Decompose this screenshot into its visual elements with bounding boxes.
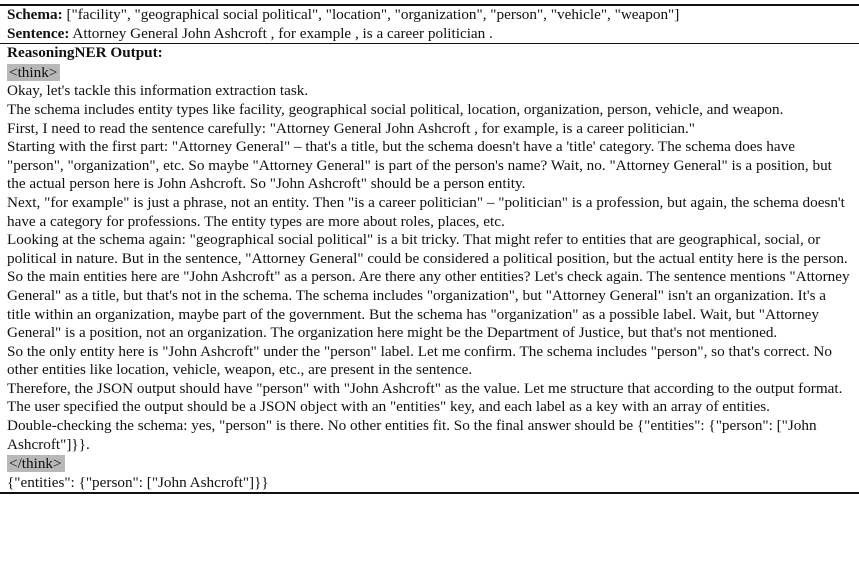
reasoning-paragraph: The schema includes entity types like facility, geographical social political, location, organization, person, vehicle, and weapon. [7, 100, 784, 118]
reasoning-paragraph: Double-checking the schema: yes, "person" is there. No other entities fit. So the final answer should be {"entities": {"person": ["John Ashcroft"]}}. [7, 417, 817, 453]
schema-value: ["facility", "geographical social political", "location", "organization", "person", "vehicle", "weapon"] [62, 6, 680, 23]
example-table [0, 4, 859, 494]
sentence-line [7, 25, 859, 44]
reasoning-paragraph: Okay, let's tackle this information extraction task. [7, 82, 309, 100]
reasoning-paragraph: Next, "for example" is just a phrase, not an entity. Then "is a career politician" – "politician" is a profession, but again, the schema doesn't have a category for professions. The entity types are more about roles, places, etc. [7, 193, 845, 230]
think-close-tag: </think> [7, 455, 65, 472]
reasoning-paragraph: First, I need to read the sentence carefully: "Attorney General John Ashcroft , for example, is a career politician." [7, 119, 695, 137]
bottom-rule [0, 492, 859, 494]
final-json-output: {"entities": {"person": ["John Ashcroft"]}} [7, 473, 269, 491]
reasoning-paragraph: Looking at the schema again: "geographical social political" is a bit tricky. That might refer to entities that are geographical, social, or political in nature. But in the sentence, "Attorney General" could be considered a political position, but the actual entity here is the person. [7, 231, 848, 267]
think-open-tag: <think> [7, 64, 60, 81]
output-title: ReasoningNER Output: [7, 44, 163, 62]
schema-label: Schema: [7, 6, 63, 23]
reasoning-paragraph: So the only entity here is "John Ashcroft" under the "person" label. Let me confirm. The schema includes "person", so that's correct. No other entities like location, vehicle, weapon, etc., are present in the sentence. [7, 342, 832, 379]
output-section [0, 44, 859, 492]
header-section [0, 6, 859, 43]
reasoning-paragraph: Therefore, the JSON output should have "person" with "John Ashcroft" as the value. Let me structure that according to the output format. The user specified the output should be a JSON object with an "entities" key, and each label as a key with an array of entities. [7, 379, 843, 416]
sentence-label: Sentence: [7, 24, 70, 42]
reasoning-paragraph: Starting with the first part: "Attorney General" – that's a title, but the schema doesn't have a 'title' category. The schema does have "person", "organization", etc. So maybe "Attorney General" is part of the person's name? Wait, no. "Attorney General" is a position, but the actual person here is John Ashcroft. So "John Ashcroft" should be a person entity. [7, 138, 832, 193]
reasoning-paragraph: So the main entities here are "John Ashcroft" as a person. Are there any other entities? Let's check again. The sentence mentions "Attorney General" as a title, but that's not in the schema. The schema includes "organization", but "Attorney General" isn't an organization. It's a title within an organization, maybe part of the government. But the schema has "organization" as a possible label. Wait, but "Attorney General" is a position, not an organization. The organization here might be the Department of Justice, but that's not mentioned. [7, 268, 850, 342]
sentence-value: Attorney General John Ashcroft , for example , is a career politician . [69, 24, 493, 42]
schema-line [7, 6, 859, 25]
